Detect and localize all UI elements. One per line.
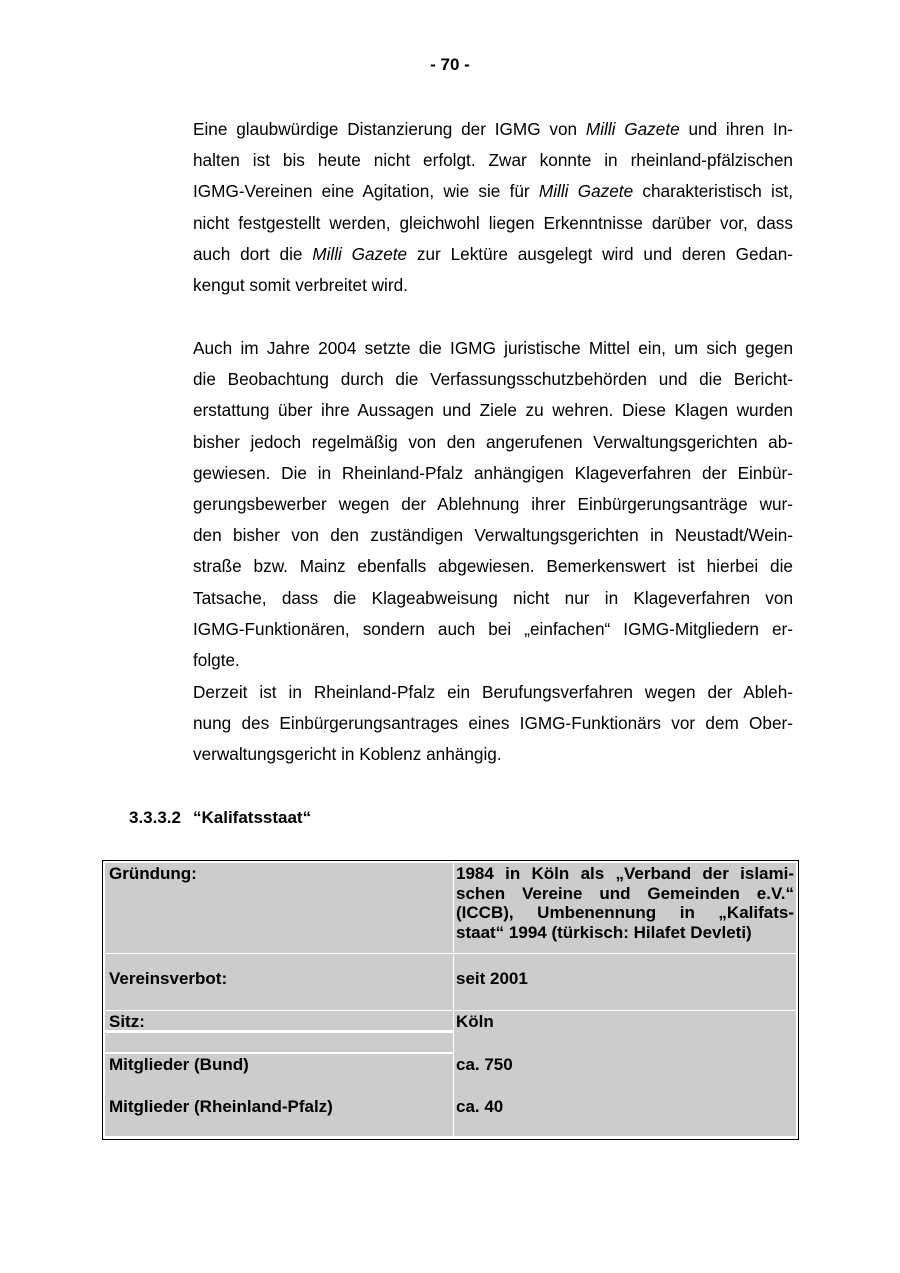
table-label: Mitglieder (Rheinland-Pfalz) bbox=[109, 1097, 333, 1116]
paragraph-milli-gazete bbox=[193, 114, 793, 301]
table-value-line: (ICCB), Umbenennung in „Kalifats- bbox=[456, 903, 794, 922]
text-line: nung des Einbürgerungsantrages eines IGMG-Funktionärs vor dem Ober- bbox=[193, 713, 793, 734]
text-line: Tatsache, dass die Klageabweisung nicht nur in Klageverfahren von bbox=[193, 587, 793, 608]
text-line: IGMG-Funktionären, sondern auch bei „einfachen“ IGMG-Mitgliedern er- bbox=[193, 618, 793, 639]
table-value-line: staat“ 1994 (türkisch: Hilafet Devleti) bbox=[456, 922, 752, 942]
text-line: gewiesen. Die in Rheinland-Pfalz anhängigen Klageverfahren der Einbür- bbox=[193, 462, 793, 483]
publication-title: Milli Gazete bbox=[585, 119, 680, 139]
table-cell-bg bbox=[105, 1011, 453, 1030]
text-line: die Beobachtung durch die Verfassungsschutzbehörden und die Bericht- bbox=[193, 369, 793, 390]
text-line: Derzeit ist in Rheinland-Pfalz ein Berufungsverfahren wegen der Ableh- bbox=[193, 682, 793, 702]
text-line: verwaltungsgericht in Koblenz anhängig. bbox=[193, 744, 502, 765]
section-heading bbox=[129, 807, 311, 829]
text-line: den bisher von den zuständigen Verwaltungsgerichten in Neustadt/Wein- bbox=[193, 525, 793, 546]
text-line: Auch im Jahre 2004 setzte die IGMG juristische Mittel ein, um sich gegen bbox=[193, 338, 793, 358]
text-line: auch dort die Milli Gazete zur Lektüre ausgelegt wird und deren Gedan- bbox=[193, 243, 794, 264]
table-label: Sitz: bbox=[109, 1012, 145, 1031]
page-number: - 70 - bbox=[430, 55, 470, 74]
text-line: Eine glaubwürdige Distanzierung der IGMG von Milli Gazete und ihren In- bbox=[193, 119, 793, 139]
paragraph-appeal-procedure bbox=[193, 677, 793, 771]
text-line: halten ist bis heute nicht erfolgt. Zwar konnte in rheinland-pfälzischen bbox=[193, 150, 793, 171]
table-label: Mitglieder (Bund) bbox=[109, 1055, 249, 1074]
text-line: folgte. bbox=[193, 650, 240, 671]
table-label: Gründung: bbox=[109, 864, 197, 883]
text-line: erstattung über ihre Aussagen und Ziele zu wehren. Diese Klagen wurden bbox=[193, 400, 793, 421]
table-value-line: 1984 in Köln als „Verband der islami- bbox=[456, 864, 794, 883]
table-label: Vereinsverbot: bbox=[109, 969, 228, 988]
text-line: kengut somit verbreitet wird. bbox=[193, 275, 408, 296]
table-value: ca. 40 bbox=[456, 1097, 504, 1116]
table-value-line: schen Vereine und Gemeinden e.V.“ bbox=[456, 883, 794, 903]
section-number: 3.3.3.2 bbox=[129, 808, 181, 827]
text-line: IGMG-Vereinen eine Agitation, wie sie für Milli Gazete charakteristisch ist, bbox=[193, 181, 793, 202]
table-cell-bg bbox=[105, 1033, 453, 1052]
text-line: nicht festgestellt werden, gleichwohl liegen Erkenntnisse darüber vor, dass bbox=[193, 212, 793, 233]
table-value bbox=[456, 864, 794, 942]
text-line: gerungsbewerber wegen der Ablehnung ihrer Einbürgerungsanträge wur- bbox=[193, 494, 793, 515]
table-value: Köln bbox=[456, 1012, 494, 1031]
text-line: straße bzw. Mainz ebenfalls abgewiesen. Bemerkenswert ist hierbei die bbox=[193, 556, 793, 577]
section-title: “Kalifatsstaat“ bbox=[193, 808, 312, 827]
publication-title: Milli Gazete bbox=[538, 181, 634, 202]
table-value: ca. 750 bbox=[456, 1055, 513, 1074]
paragraph-legal-actions bbox=[193, 333, 793, 676]
publication-title: Milli Gazete bbox=[312, 243, 408, 264]
organization-info-table bbox=[102, 860, 799, 1140]
text-line: bisher jedoch regelmäßig von den angerufenen Verwaltungsgerichten ab- bbox=[193, 431, 793, 452]
table-value: seit 2001 bbox=[456, 969, 528, 988]
